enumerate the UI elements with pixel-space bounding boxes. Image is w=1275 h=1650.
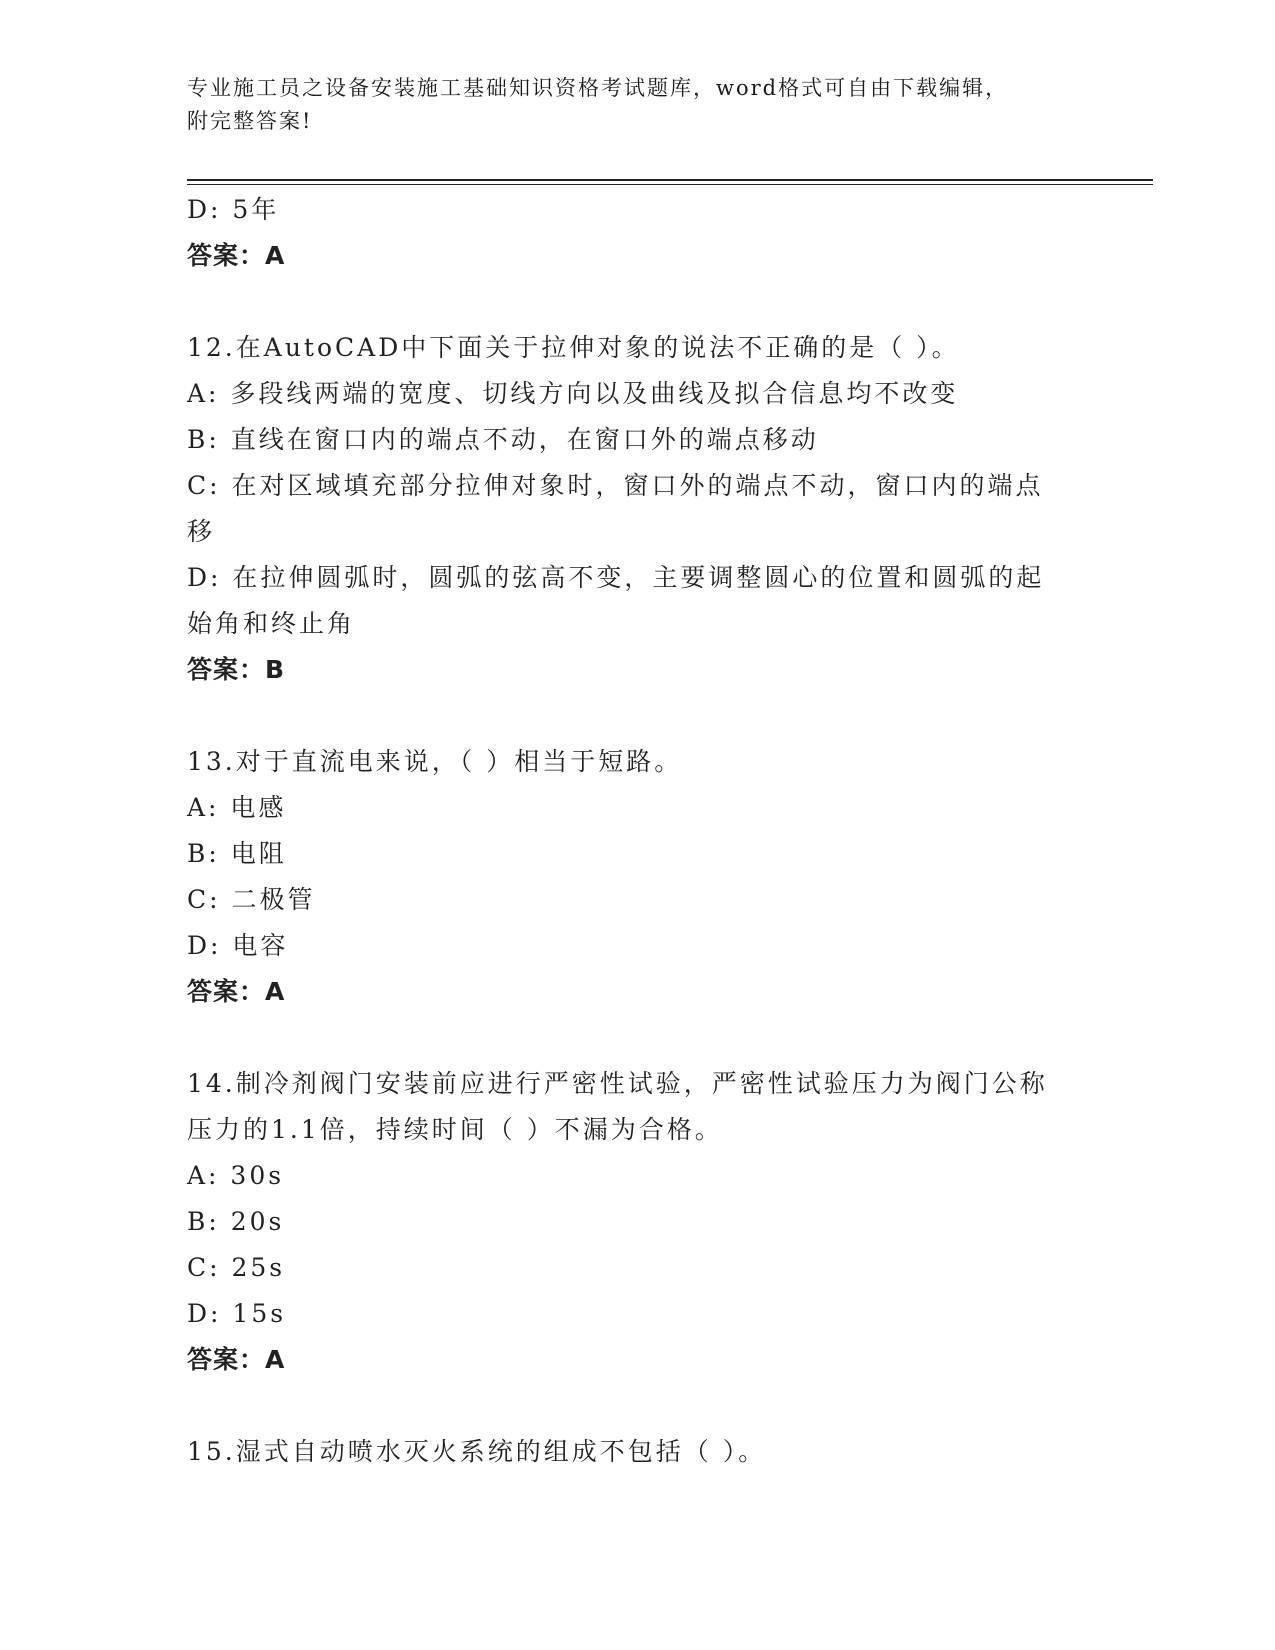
option-c: C: 25s (187, 1253, 286, 1282)
header-divider-thick (187, 179, 1153, 181)
question-stem: 12.在AutoCAD中下面关于拉伸对象的说法不正确的是（ ）。 (187, 333, 960, 362)
answer-line: 答案：A (187, 241, 286, 270)
option-b: B: 电阻 (187, 839, 287, 868)
spacer (187, 1015, 1087, 1061)
spacer (187, 1383, 1087, 1429)
option-b: B: 20s (187, 1207, 285, 1236)
option-b: B: 直线在窗口内的端点不动，在窗口外的端点移动 (187, 425, 819, 454)
spacer (187, 693, 1087, 739)
option-a: A: 电感 (187, 793, 287, 822)
option-d: D: 电容 (187, 931, 289, 960)
question-block-15 (187, 1429, 1087, 1475)
option-d: D: 在拉伸圆弧时，圆弧的弦高不变，主要调整圆心的位置和圆弧的起 (187, 563, 1045, 592)
question-block-13 (187, 739, 1087, 1015)
option-c: C: 在对区域填充部分拉伸对象时，窗口外的端点不动，窗口内的端点 (187, 471, 1044, 500)
question-stem: 15.湿式自动喷水灭火系统的组成不包括（ ）。 (187, 1437, 767, 1466)
option-d: D: 5年 (187, 195, 280, 224)
header-line-1: 专业施工员之设备安装施工基础知识资格考试题库，word格式可自由下载编辑， (187, 76, 1009, 100)
document-header (187, 72, 1067, 138)
answer-line: 答案：B (187, 655, 286, 684)
option-c: C: 二极管 (187, 885, 316, 914)
option-a: A: 30s (187, 1161, 285, 1190)
spacer (187, 279, 1087, 325)
answer-line: 答案：A (187, 1345, 286, 1374)
question-block-prev (187, 187, 1087, 279)
question-stem-continued: 压力的1.1倍，持续时间（ ）不漏为合格。 (187, 1115, 723, 1144)
option-a: A: 多段线两端的宽度、切线方向以及曲线及拟合信息均不改变 (187, 379, 959, 408)
option-d: D: 15s (187, 1299, 287, 1328)
answer-line: 答案：A (187, 977, 286, 1006)
option-c-continued: 移 (187, 517, 216, 546)
question-block-12 (187, 325, 1087, 693)
question-stem: 14.制冷剂阀门安装前应进行严密性试验，严密性试验压力为阀门公称 (187, 1069, 1048, 1098)
question-content (187, 187, 1087, 1475)
option-d-continued: 始角和终止角 (187, 609, 356, 638)
question-block-14 (187, 1061, 1087, 1383)
question-stem: 13.对于直流电来说，（ ）相当于短路。 (187, 747, 683, 776)
header-line-2: 附完整答案! (187, 109, 313, 133)
header-divider-thin (187, 184, 1153, 185)
